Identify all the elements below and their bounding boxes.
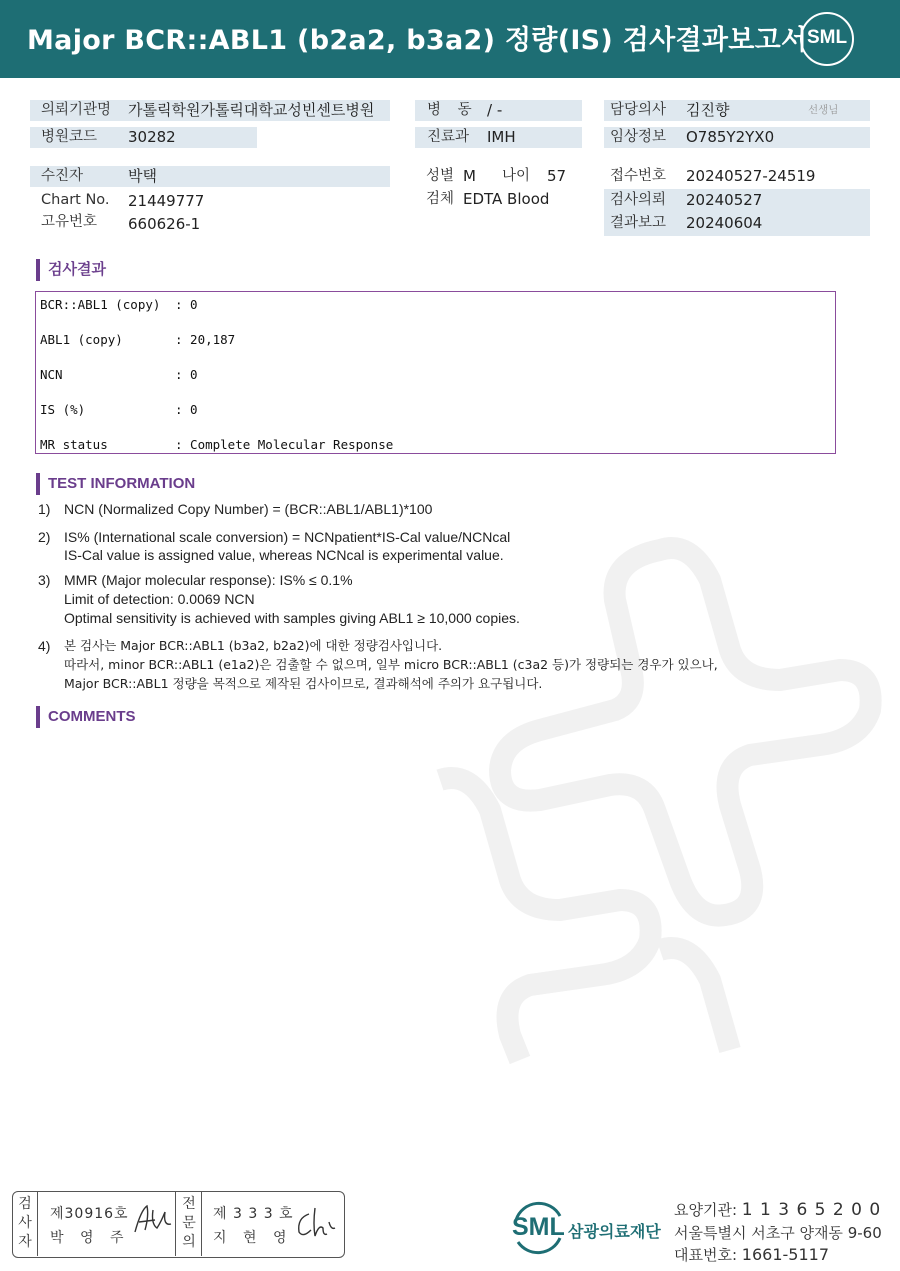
specialist-label (179, 1195, 199, 1252)
vertical-label-char: 문 (182, 1215, 196, 1231)
report-label: 결과보고 (610, 215, 667, 231)
result-row (40, 367, 198, 382)
sex-value: M (463, 167, 476, 185)
results-box (35, 291, 836, 454)
result-value: : Complete Molecular Response (175, 437, 394, 452)
result-value: : 0 (175, 402, 198, 417)
footer-code-value: 1 1 3 6 5 2 0 0 (741, 1200, 882, 1220)
specimen-value: EDTA Blood (463, 190, 550, 208)
hospital-code-label: 병원코드 (41, 129, 98, 145)
result-row (40, 402, 198, 417)
item-number: 3) (38, 572, 51, 588)
footer-phone-value: 1661-5117 (741, 1245, 830, 1264)
receipt-value: 20240527-24519 (686, 167, 816, 185)
item-line: MMR (Major molecular response): IS% ≤ 0.1% (64, 572, 353, 588)
patient-label: 수진자 (41, 168, 84, 184)
institution-label: 의뢰기관명 (41, 102, 112, 118)
vertical-label-char: 전 (182, 1196, 196, 1212)
doctor-label: 담당의사 (610, 102, 667, 118)
department-value: IMH (487, 128, 516, 146)
examiner-license: 제30916호 (50, 1206, 129, 1222)
report-value: 20240604 (686, 214, 763, 232)
watermark-cross-icon (330, 520, 890, 1080)
footer-address: 서울특별시 서초구 양재동 9-60 (674, 1224, 882, 1242)
patient-value: 박택 (128, 167, 157, 185)
examiner-label (15, 1195, 35, 1252)
chart-no-label: Chart No. (41, 192, 110, 208)
item-line: NCN (Normalized Copy Number) = (BCR::ABL1/ABL1)*100 (64, 501, 433, 517)
result-row (40, 437, 393, 452)
item-line: IS-Cal value is assigned value, whereas NCNcal is experimental value. (64, 547, 504, 563)
vertical-label-char: 검 (18, 1196, 32, 1212)
footer-code (674, 1199, 881, 1220)
footer-phone (674, 1244, 829, 1265)
request-value: 20240527 (686, 191, 763, 209)
result-key: MR status (40, 437, 108, 452)
footer-phone-label: 대표번호: (674, 1246, 738, 1264)
item-line: IS% (International scale conversion) = NCNpatient*IS-Cal value/NCNcal (64, 529, 511, 545)
specialist-name: 지 현 영 (213, 1230, 293, 1246)
signature-box (12, 1191, 345, 1258)
header-logo-text: SML (806, 27, 848, 48)
ward-label: 병 동 (427, 102, 478, 118)
examiner-signature-icon (131, 1202, 177, 1238)
item-line: 본 검사는 Major BCR::ABL1 (b3a2, b2a2)에 대한 정량검사입니다. (64, 638, 443, 653)
clinical-value: O785Y2YX0 (686, 128, 775, 146)
item-number: 2) (38, 529, 51, 545)
item-line: Optimal sensitivity is achieved with samples giving ABL1 ≥ 10,000 copies. (64, 610, 520, 626)
result-row (40, 297, 198, 312)
unique-no-value: 660626-1 (128, 215, 201, 233)
vertical-label-char: 자 (18, 1234, 32, 1250)
item-number: 1) (38, 501, 51, 517)
results-heading: 검사결과 (36, 259, 106, 281)
examiner-name: 박 영 주 (50, 1230, 130, 1246)
test-info-heading: TEST INFORMATION (36, 473, 195, 495)
doctor-value: 김진향 (686, 101, 730, 119)
age-value: 57 (547, 167, 567, 185)
age-label: 나이 (502, 168, 531, 184)
vertical-label-char: 사 (18, 1215, 32, 1231)
result-value: : 20,187 (175, 332, 236, 347)
clinical-label: 임상정보 (610, 129, 667, 145)
doctor-suffix: 선생님 (808, 104, 839, 116)
item-line: Major BCR::ABL1 정량을 목적으로 제작된 검사이므로, 결과해석에 주의가 요구됩니다. (64, 676, 543, 691)
specialist-signature-icon (293, 1206, 341, 1242)
ward-value: / - (487, 101, 503, 119)
unique-no-label: 고유번호 (41, 214, 98, 230)
specimen-label: 검체 (426, 191, 455, 207)
item-number: 4) (38, 638, 51, 654)
result-key: ABL1 (copy) (40, 332, 123, 347)
comments-heading: COMMENTS (36, 706, 136, 728)
request-label: 검사의뢰 (610, 192, 667, 208)
item-line: 따라서, minor BCR::ABL1 (e1a2)은 검출할 수 없으며, 일부 micro BCR::ABL1 (c3a2 등)가 정량되는 경우가 있으나, (64, 657, 718, 672)
sex-label: 성별 (426, 168, 455, 184)
specialist-license: 제 3 3 3 호 (213, 1206, 294, 1222)
footer-code-label: 요양기관: (674, 1201, 738, 1219)
report-title: Major BCR::ABL1 (b2a2, b3a2) 정량(IS) 검사결과보고서 (27, 25, 808, 56)
result-value: : 0 (175, 367, 198, 382)
result-key: BCR::ABL1 (copy) (40, 297, 161, 312)
result-value: : 0 (175, 297, 198, 312)
sml-logo-icon (800, 12, 854, 66)
receipt-label: 접수번호 (610, 168, 667, 184)
result-row (40, 332, 235, 347)
result-key: IS (%) (40, 402, 86, 417)
chart-no-value: 21449777 (128, 192, 205, 210)
hospital-code-value: 30282 (128, 128, 176, 146)
result-key: NCN (40, 367, 63, 382)
footer-org-name: 삼광의료재단 (568, 1222, 661, 1241)
department-label: 진료과 (427, 129, 470, 145)
footer-logo-text: SML (512, 1213, 565, 1241)
vertical-label-char: 의 (182, 1234, 196, 1250)
report-header (0, 0, 900, 78)
patient-bar (30, 166, 390, 187)
institution-value: 가톨릭학원가톨릭대학교성빈센트병원 (128, 101, 375, 119)
item-line: Limit of detection: 0.0069 NCN (64, 591, 255, 607)
